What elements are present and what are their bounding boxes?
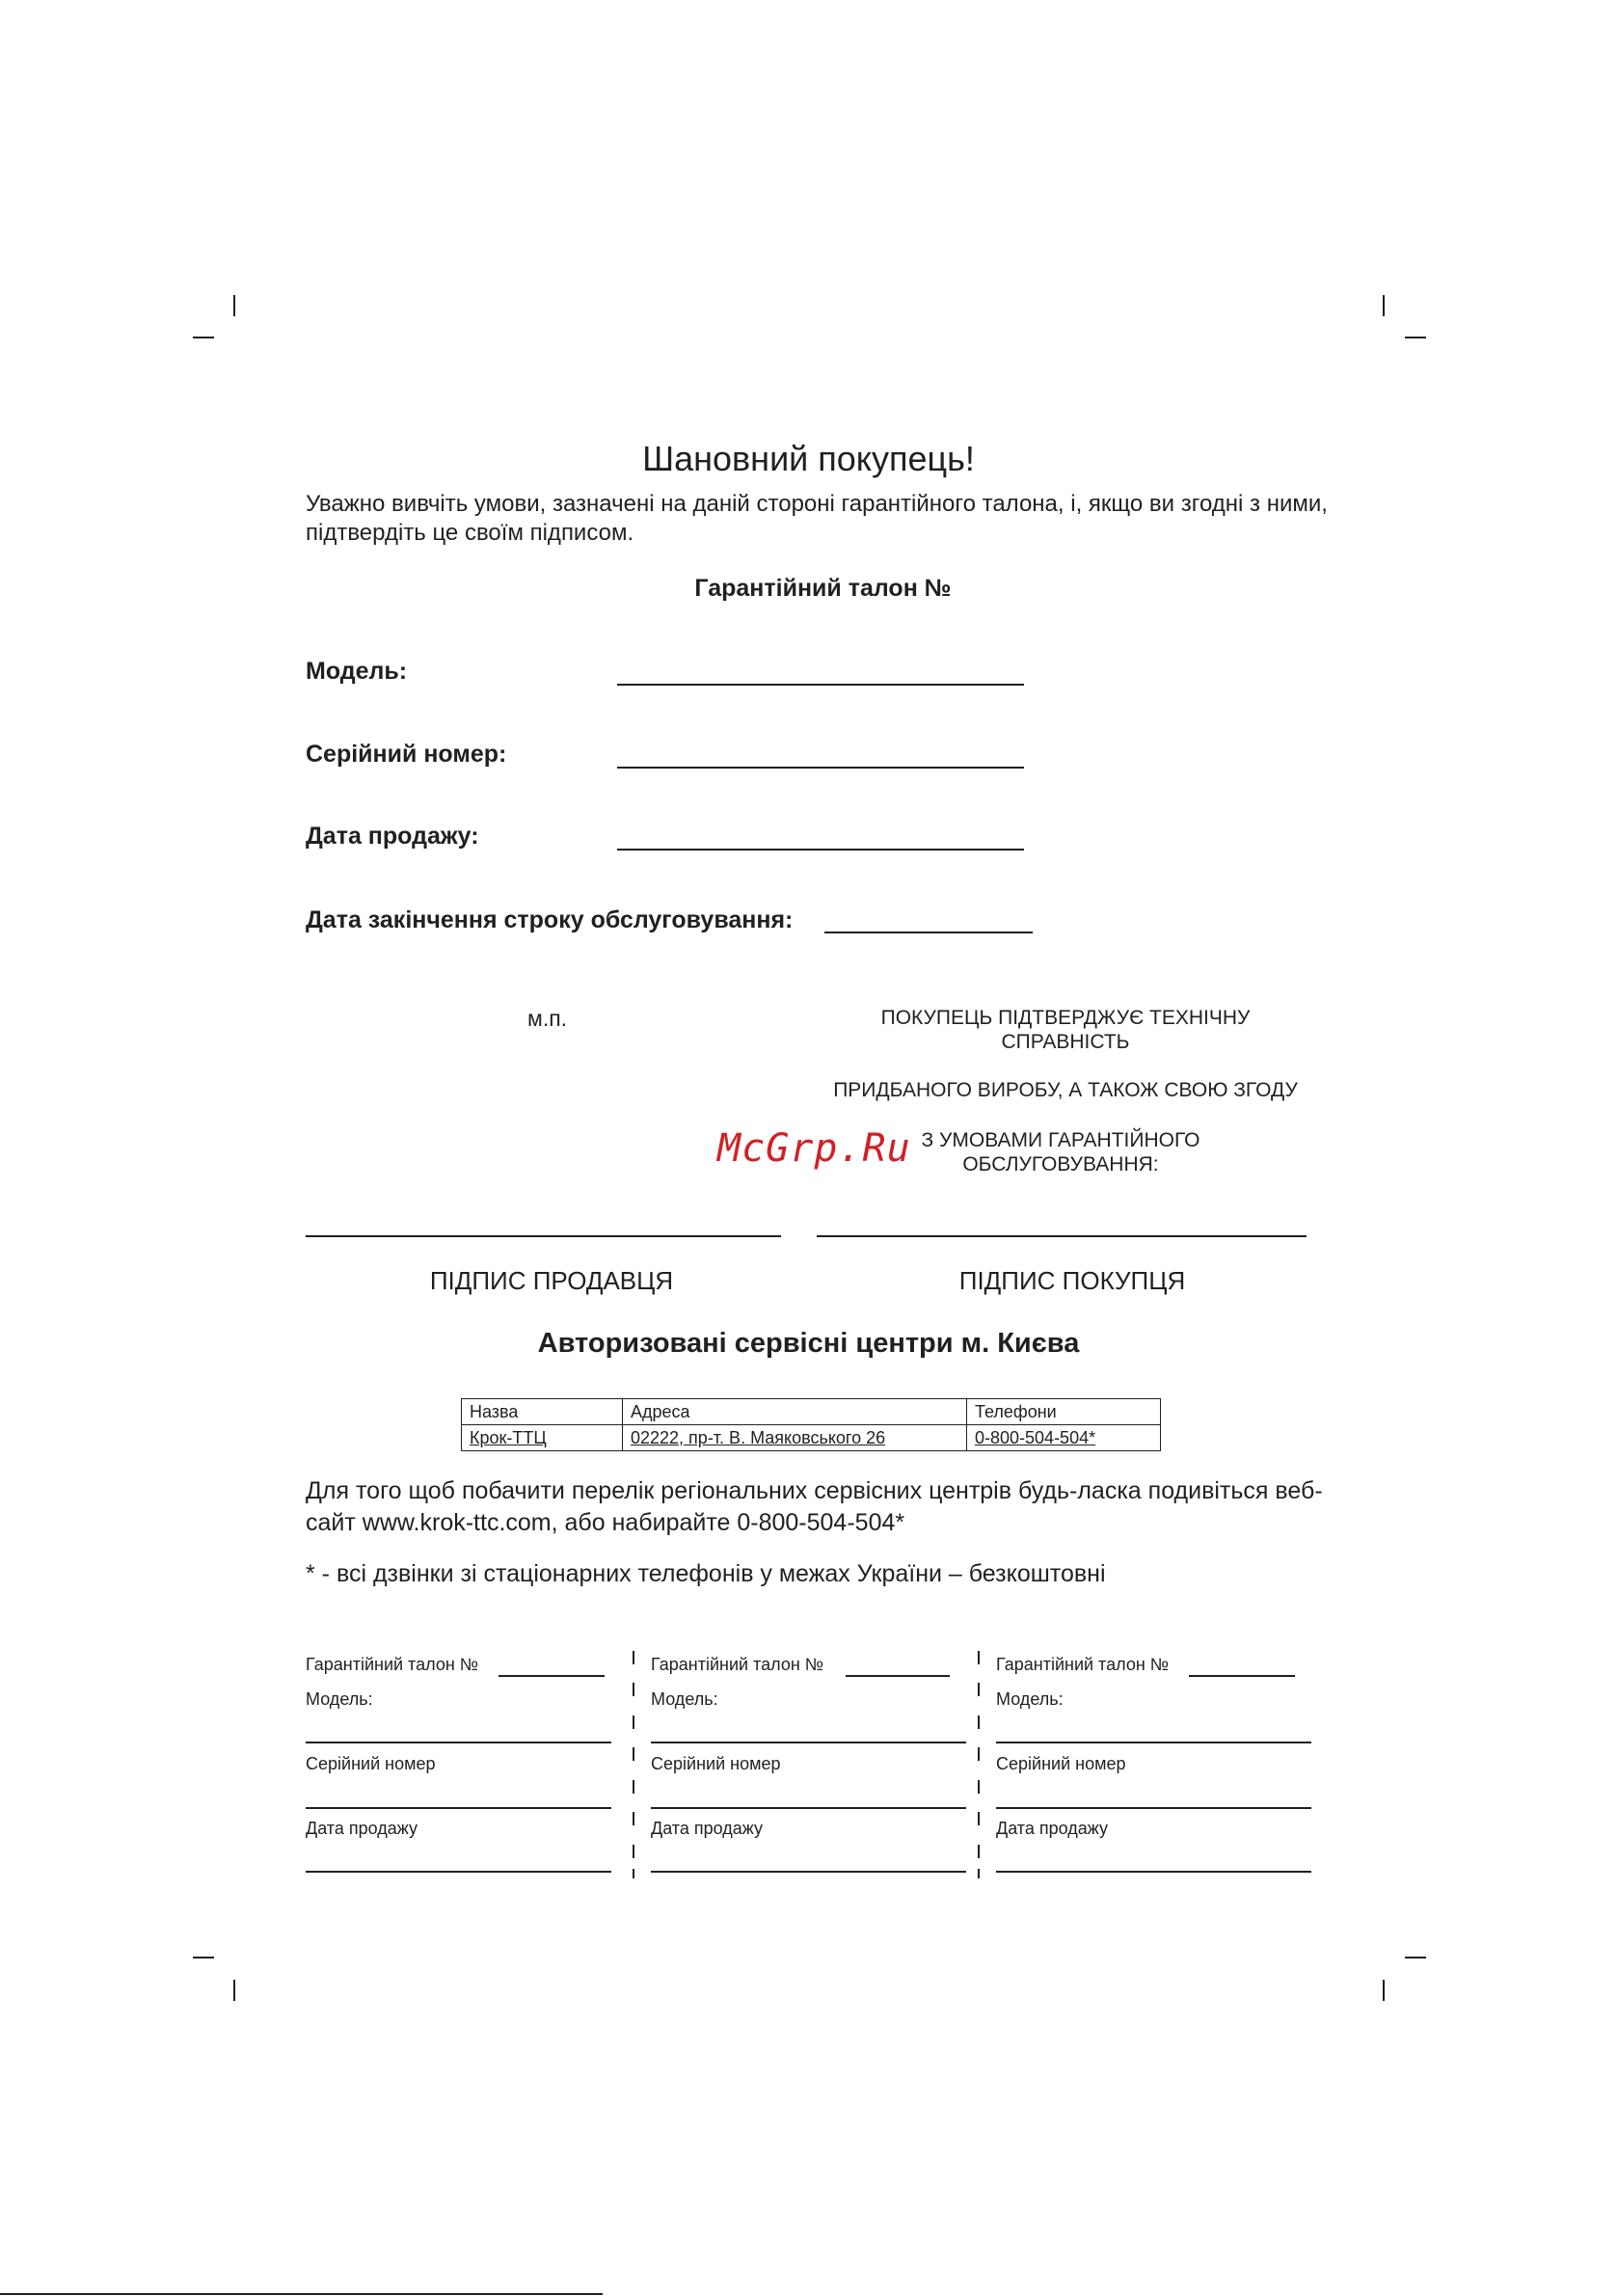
sale-date-label: Дата продажу:: [306, 823, 479, 850]
bottom-edge-line: [0, 2293, 603, 2295]
coupon-2: [651, 1655, 959, 1838]
greeting-title: Шановний покупець!: [642, 439, 975, 478]
coupon-sale-date-line: [651, 1871, 966, 1873]
cut-line-dash: [633, 1715, 634, 1729]
serial-label: Серійний номер:: [306, 741, 507, 768]
coupon-serial-line: [651, 1807, 966, 1809]
sale-date-line: [617, 849, 1024, 851]
crop-mark: [1383, 295, 1385, 316]
service-end-line: [824, 932, 1033, 933]
crop-mark: [193, 1957, 214, 1958]
coupon-model-line: [651, 1742, 966, 1743]
table-cell: [967, 1425, 1161, 1451]
table-header-cell: Телефони: [967, 1399, 1161, 1425]
buyer-confirm-line5: ОБСЛУГОВУВАННЯ:: [962, 1153, 1159, 1175]
coupon-title: Гарантійний талон №: [996, 1655, 1170, 1674]
crop-mark: [233, 1980, 235, 2001]
coupon-serial-line: [306, 1807, 611, 1809]
coupon-model-label: Модель:: [306, 1689, 373, 1709]
buyer-confirm-line1: ПОКУПЕЦЬ ПІДТВЕРДЖУЄ ТЕХНІЧНУ: [880, 1007, 1251, 1029]
crop-mark: [193, 337, 214, 338]
cut-line-dash: [978, 1869, 980, 1878]
coupon-sale-date-label: Дата продажу: [996, 1819, 1108, 1838]
coupon-title: Гарантійний талон №: [651, 1655, 824, 1674]
cut-line-dash: [978, 1780, 980, 1794]
coupon-model-label: Модель:: [996, 1689, 1064, 1709]
coupon-1: [306, 1655, 614, 1838]
center-name: Крок-ТТЦ: [470, 1427, 547, 1447]
coupon-serial-line: [996, 1807, 1311, 1809]
coupon-number-line: [1189, 1675, 1295, 1677]
service-centers-table: [461, 1398, 1161, 1451]
service-centers-title: Авторизовані сервісні центри м. Києва: [537, 1328, 1080, 1359]
cut-line-dash: [633, 1747, 634, 1761]
crop-mark: [233, 295, 235, 316]
cut-line-dash: [978, 1683, 980, 1696]
table-cell: [462, 1425, 623, 1451]
cut-line-dash: [978, 1845, 980, 1858]
seller-signature-line: [306, 1235, 781, 1237]
footnote: * - всі дзвінки зі стаціонарних телефонів у межах України – безкоштовні: [306, 1560, 1106, 1587]
table-cell: [623, 1425, 967, 1451]
cut-line-dash: [633, 1651, 634, 1664]
coupon-3: [996, 1655, 1305, 1838]
cut-line-dash: [633, 1845, 634, 1858]
buyer-confirm-line3: ПРИДБАНОГО ВИРОБУ, А ТАКОЖ СВОЮ ЗГОДУ: [833, 1079, 1298, 1101]
coupon-title: Гарантійний талон №: [306, 1655, 479, 1674]
coupon-sale-date-label: Дата продажу: [306, 1819, 418, 1838]
table-row: [462, 1425, 1161, 1451]
cut-line-dash: [633, 1683, 634, 1696]
buyer-confirm-line4: З УМОВАМИ ГАРАНТІЙНОГО: [921, 1129, 1200, 1151]
coupon-number-line: [846, 1675, 950, 1677]
table-header-cell: Адреса: [623, 1399, 967, 1425]
coupon-sale-date-line: [996, 1871, 1311, 1873]
cut-line-dash: [978, 1812, 980, 1825]
crop-mark: [1405, 1957, 1426, 1958]
cut-line-dash: [633, 1869, 634, 1878]
center-address: 02222, пр-т. В. Маяковського 26: [631, 1427, 886, 1447]
warranty-title: Гарантійний талон №: [694, 575, 952, 602]
model-label: Модель:: [306, 658, 408, 685]
coupon-serial-label: Серійний номер: [996, 1754, 1126, 1773]
watermark-logo: McGrp.Ru: [717, 1126, 911, 1171]
coupon-model-label: Модель:: [651, 1689, 718, 1709]
center-phone: 0-800-504-504*: [975, 1427, 1096, 1447]
coupon-serial-label: Серійний номер: [306, 1754, 436, 1773]
buyer-signature-line: [817, 1235, 1307, 1237]
cut-line-dash: [978, 1747, 980, 1761]
buyer-confirm-line2: СПРАВНІСТЬ: [1001, 1031, 1130, 1053]
table-header-row: [462, 1399, 1161, 1425]
coupon-model-line: [996, 1742, 1311, 1743]
crop-mark: [1405, 337, 1426, 338]
model-line: [617, 684, 1024, 686]
buyer-signature-label: ПІДПИС ПОКУПЦЯ: [958, 1266, 1186, 1295]
coupon-sale-date-line: [306, 1871, 611, 1873]
cut-line-dash: [978, 1651, 980, 1664]
coupon-serial-label: Серійний номер: [651, 1754, 781, 1773]
stamp-label: м.п.: [527, 1006, 568, 1031]
service-end-label: Дата закінчення строку обслуговування:: [306, 906, 794, 933]
table-header-cell: Назва: [462, 1399, 623, 1425]
crop-mark: [1383, 1980, 1385, 2001]
coupon-sale-date-label: Дата продажу: [651, 1819, 763, 1838]
coupon-model-line: [306, 1742, 611, 1743]
cut-line-dash: [633, 1812, 634, 1825]
intro-text: Уважно вивчіть умови, зазначені на даній стороні гарантійного талона, і, якщо ви згодні з ними, підтвердіть це своїм підписом.: [306, 491, 1328, 546]
coupon-number-line: [499, 1675, 605, 1677]
regional-info: Для того щоб побачити перелік регіональних сервісних центрів будь-ласка подивіться веб-сайт www.krok-ttc.com, або набирайте 0-800-504-504*: [306, 1477, 1323, 1536]
seller-signature-label: ПІДПИС ПРОДАВЦЯ: [429, 1266, 674, 1295]
cut-line-dash: [978, 1715, 980, 1729]
cut-line-dash: [633, 1780, 634, 1794]
serial-line: [617, 767, 1024, 769]
